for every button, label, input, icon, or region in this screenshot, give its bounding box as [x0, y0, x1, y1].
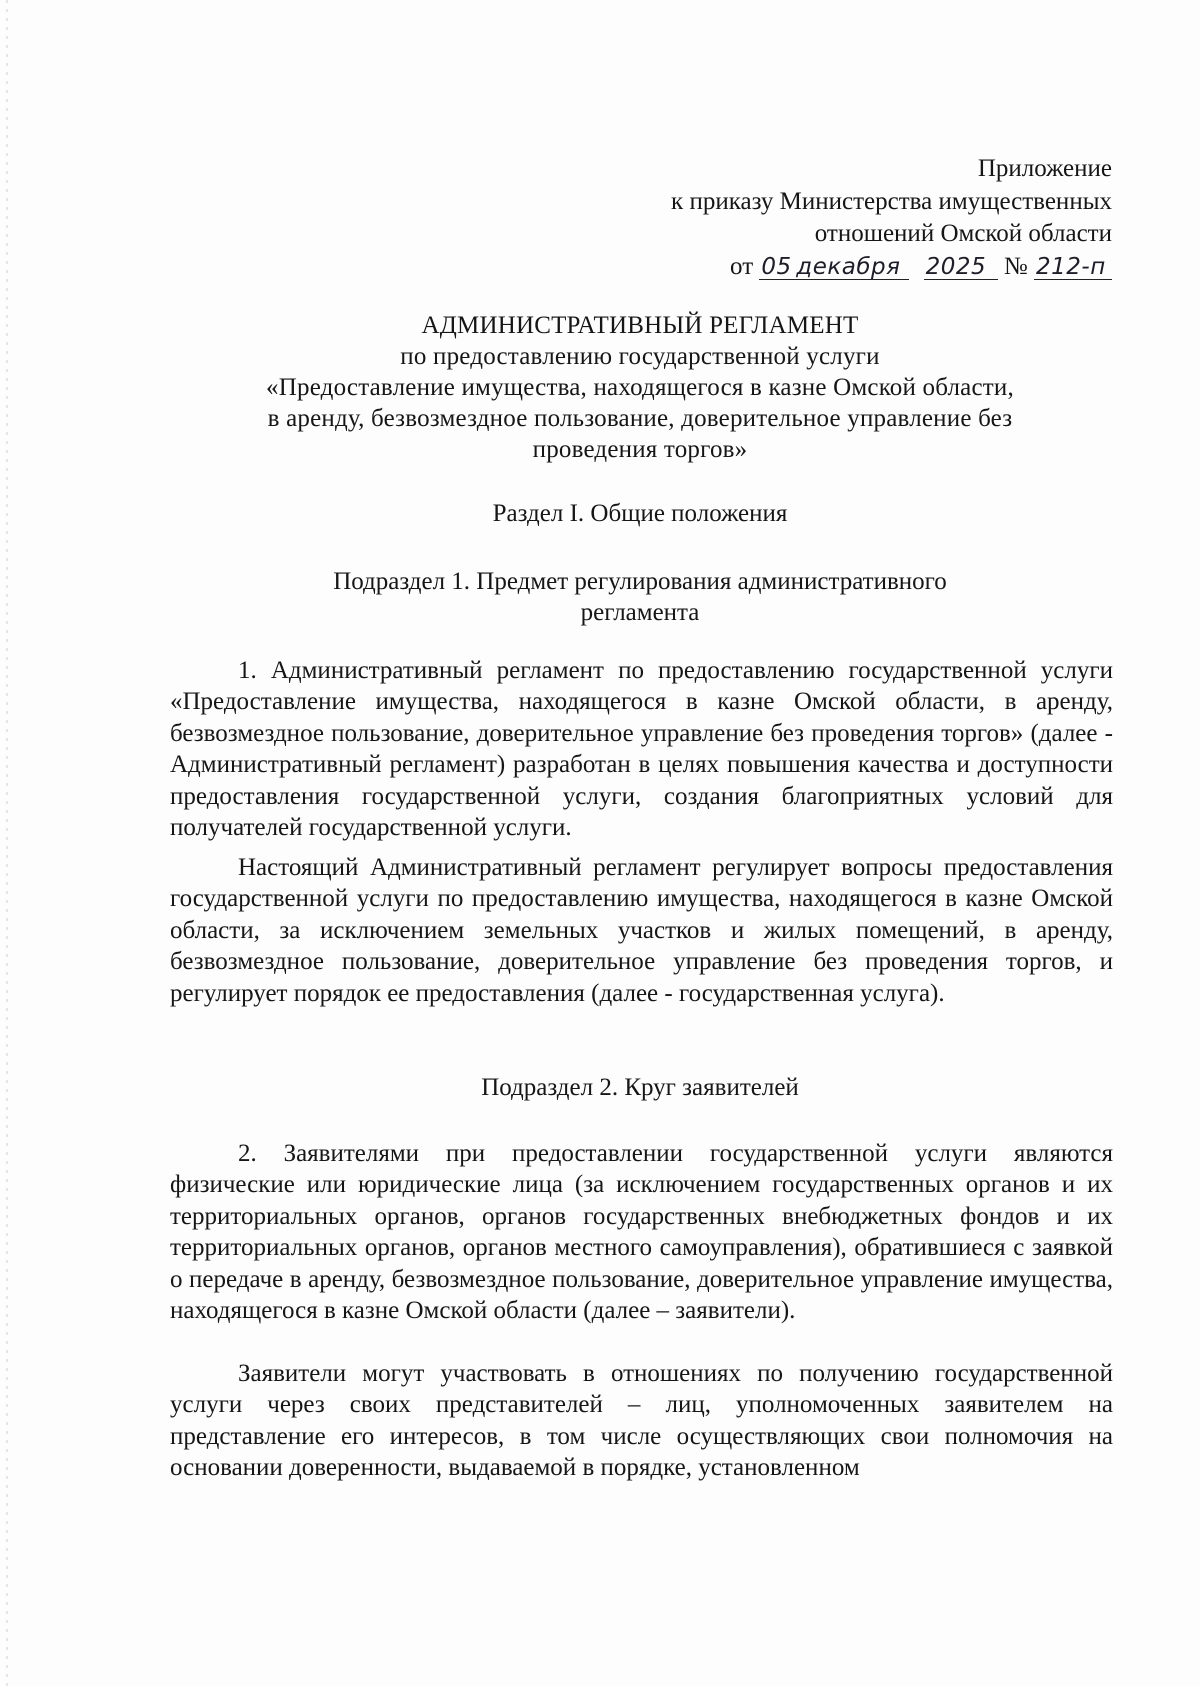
subsection-1-paragraph-1: 1. Административный регламент по предоставлению государственной услуги «Предоставление имущества, находящегося в казне Омской области, в аренду, безвозмездное пользование, доверительное управление без проведения торгов» (далее - Административный регламент) разработан в целях повышения качества и доступности предоставления государственной услуги, создания благоприятных условий для получателей государственной услуги.: [170, 657, 1113, 842]
subsection-2-paragraph-1: 2. Заявителями при предоставлении государственной услуги являются физические или юридические лица (за исключением государственных органов и их территориальных органов, органов государственных внебюджетных фондов и их территориальных органов, органов местного самоуправления), обратившиеся с заявкой о передаче в аренду, безвозмездное пользование, доверительное управление имущества, находящегося в казне Омской области (далее – заявители).: [170, 1140, 1113, 1325]
subsection-2-heading: Подраздел 2. Круг заявителей: [481, 1074, 799, 1101]
handwritten-day: 05: [761, 253, 792, 280]
document-title-line-2: по предоставлению государственной услуги: [400, 343, 880, 370]
subsection-1-heading-line-2: регламента: [580, 599, 700, 626]
subsection-2-paragraph-2: Заявители могут участвовать в отношениях по получению государственной услуги через своих представителей – лиц, уполномоченных заявителем на представление его интересов, в том числе осуществляющих свои полномочия на основании доверенности, выдаваемой в порядке, установленном: [170, 1360, 1113, 1482]
subsection-1-heading-line-1: Подраздел 1. Предмет регулирования административного: [333, 568, 947, 595]
document-title-line-5: проведения торгов»: [532, 436, 748, 463]
approval-date-line: [512, 251, 1112, 284]
subsection-1-heading: [160, 566, 1120, 628]
section-1-heading: Раздел I. Общие положения: [492, 500, 788, 527]
approval-stamp-block: [512, 153, 1112, 283]
approval-line-1: Приложение: [977, 155, 1112, 182]
document-title: [160, 310, 1120, 465]
handwritten-year: 2025: [924, 255, 998, 280]
date-prefix: от: [730, 252, 754, 280]
document-title-line-1: АДМИНИСТРАТИВНЫЙ РЕГЛАМЕНТ: [421, 312, 859, 339]
document-title-line-3: «Предоставление имущества, находящегося в казне Омской области,: [266, 374, 1014, 401]
handwritten-order-number: 212-п: [1034, 255, 1112, 280]
scan-edge-artifact: [6, 0, 8, 1686]
handwritten-month: декабря: [787, 255, 909, 280]
approval-line-2: к приказу Министерства имущественных: [671, 187, 1112, 215]
number-sign: №: [1003, 252, 1028, 280]
approval-line-3: отношений Омской области: [814, 220, 1112, 247]
subsection-1-paragraph-2: Настоящий Административный регламент регулирует вопросы предоставления государственной услуги по предоставлению имущества, находящегося в казне Омской области, за исключением земельных участков и жилых помещений, в аренду, безвозмездное пользование, доверительное управление без проведения торгов, и регулирует порядок ее предоставления (далее - государственная услуга).: [170, 854, 1113, 1007]
document-title-line-4: в аренду, безвозмездное пользование, доверительное управление без: [267, 405, 1013, 432]
